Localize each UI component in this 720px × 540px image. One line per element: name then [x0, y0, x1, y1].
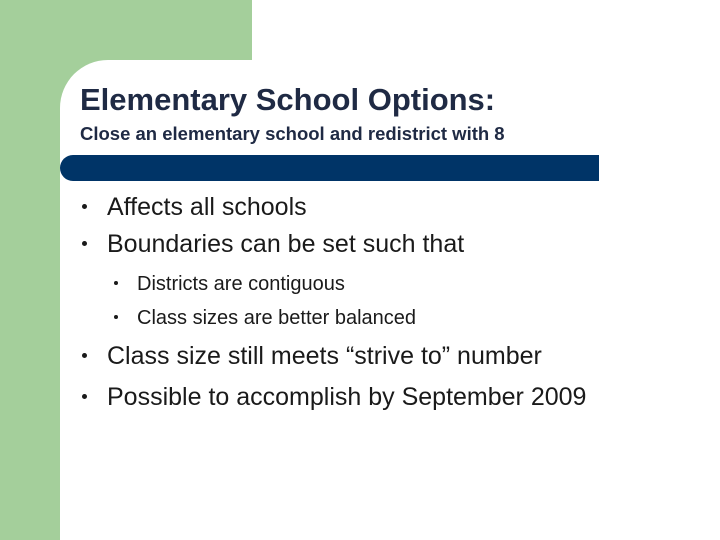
slide-title: Elementary School Options: [80, 82, 496, 117]
bullet-dot-icon [82, 394, 87, 399]
bullet-text: Boundaries can be set such that [107, 230, 465, 258]
title-rule-bar [60, 155, 599, 181]
bullet-dot-icon [114, 315, 118, 319]
bullet-item [82, 230, 464, 259]
bullet-item [82, 342, 542, 371]
slide-subtitle: Close an elementary school and redistrict with 8 [80, 123, 505, 144]
bullet-dot-icon [114, 281, 118, 285]
bullet-item [82, 193, 307, 222]
sub-bullet-item [114, 307, 416, 330]
sub-bullet-item [114, 273, 345, 296]
bullet-dot-icon [82, 241, 87, 246]
sub-bullet-text: Class sizes are better balanced [137, 307, 417, 329]
bullet-text: Class size still meets “strive to” number [107, 342, 542, 370]
bullet-item [82, 383, 586, 412]
bullet-dot-icon [82, 353, 87, 358]
bullet-text: Possible to accomplish by September 2009 [107, 383, 587, 411]
sub-bullet-text: Districts are contiguous [137, 273, 345, 295]
bullet-text: Affects all schools [107, 193, 307, 221]
bullet-dot-icon [82, 204, 87, 209]
